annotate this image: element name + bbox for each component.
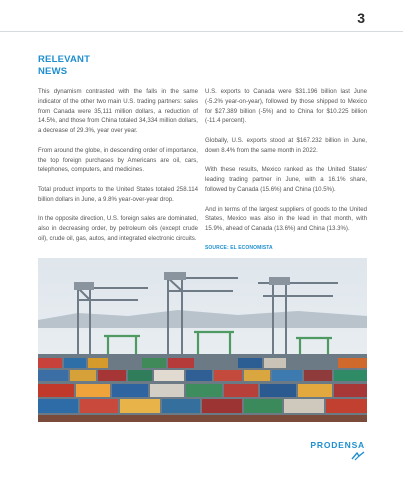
source-note: SOURCE: EL ECONOMISTA (205, 244, 273, 251)
section-title-line-1: RELEVANT (38, 54, 91, 65)
right-paragraph-1: U.S. exports to Canada were $31.196 billion last June (-5.2% year-on-year), followed by those shipped to Mexico for $27.389 billion (-5%) and to China for $10.225 billion (-11.4 percent). (205, 88, 367, 125)
left-paragraph-1: This dynamism contrasted with the falls in the same indicator of the other two main U.S. trading partners: sales from Canada were 35,111 million dollars, a reduction of 14.5%, and those from China totaled 34,334 million dollars, a decrease of 29.3%, year over year. (38, 88, 198, 135)
section-title-line-2: NEWS (38, 66, 68, 77)
header-divider (0, 31, 403, 32)
left-paragraph-3: Total product imports to the United States totaled 258.114 billion dollars in June, a 9.8% year-over-year drop. (38, 185, 198, 203)
right-column (205, 87, 367, 263)
container-port-image (38, 258, 367, 422)
right-paragraph-4: And in terms of the largest suppliers of goods to the United States, Mexico was also in the lead in that month, with 15.9%, ahead of Canada (13.6%) and China (13.3%). (205, 205, 367, 233)
right-paragraph-2: Globally, U.S. exports stood at $167.232 billion in June, down 8.4% from the same month in 2022. (205, 136, 367, 154)
left-column (38, 87, 198, 254)
left-paragraph-2: From around the globe, in descending order of importance, the top foreign purchases by Americans are oil, cars, telephones, computers, and medicines. (38, 146, 198, 174)
port-photo (38, 258, 367, 422)
right-paragraph-3: With these results, Mexico ranked as the United States' leading trading partner in June, with a 16.1% share, followed by Canada (15.6%) and China (10.5%). (205, 166, 367, 193)
logo-text: PRODENSA (310, 440, 365, 450)
prodensa-logo (310, 440, 365, 461)
logo-mark-icon (351, 451, 365, 461)
section-title (38, 54, 188, 78)
page-number: 3 (357, 10, 365, 26)
left-paragraph-4: In the opposite direction, U.S. foreign sales are dominated, also in decreasing order, by petroleum oils (except crude oil), crude oil, gas, autos, and integrated electronic circuits. (38, 215, 198, 242)
